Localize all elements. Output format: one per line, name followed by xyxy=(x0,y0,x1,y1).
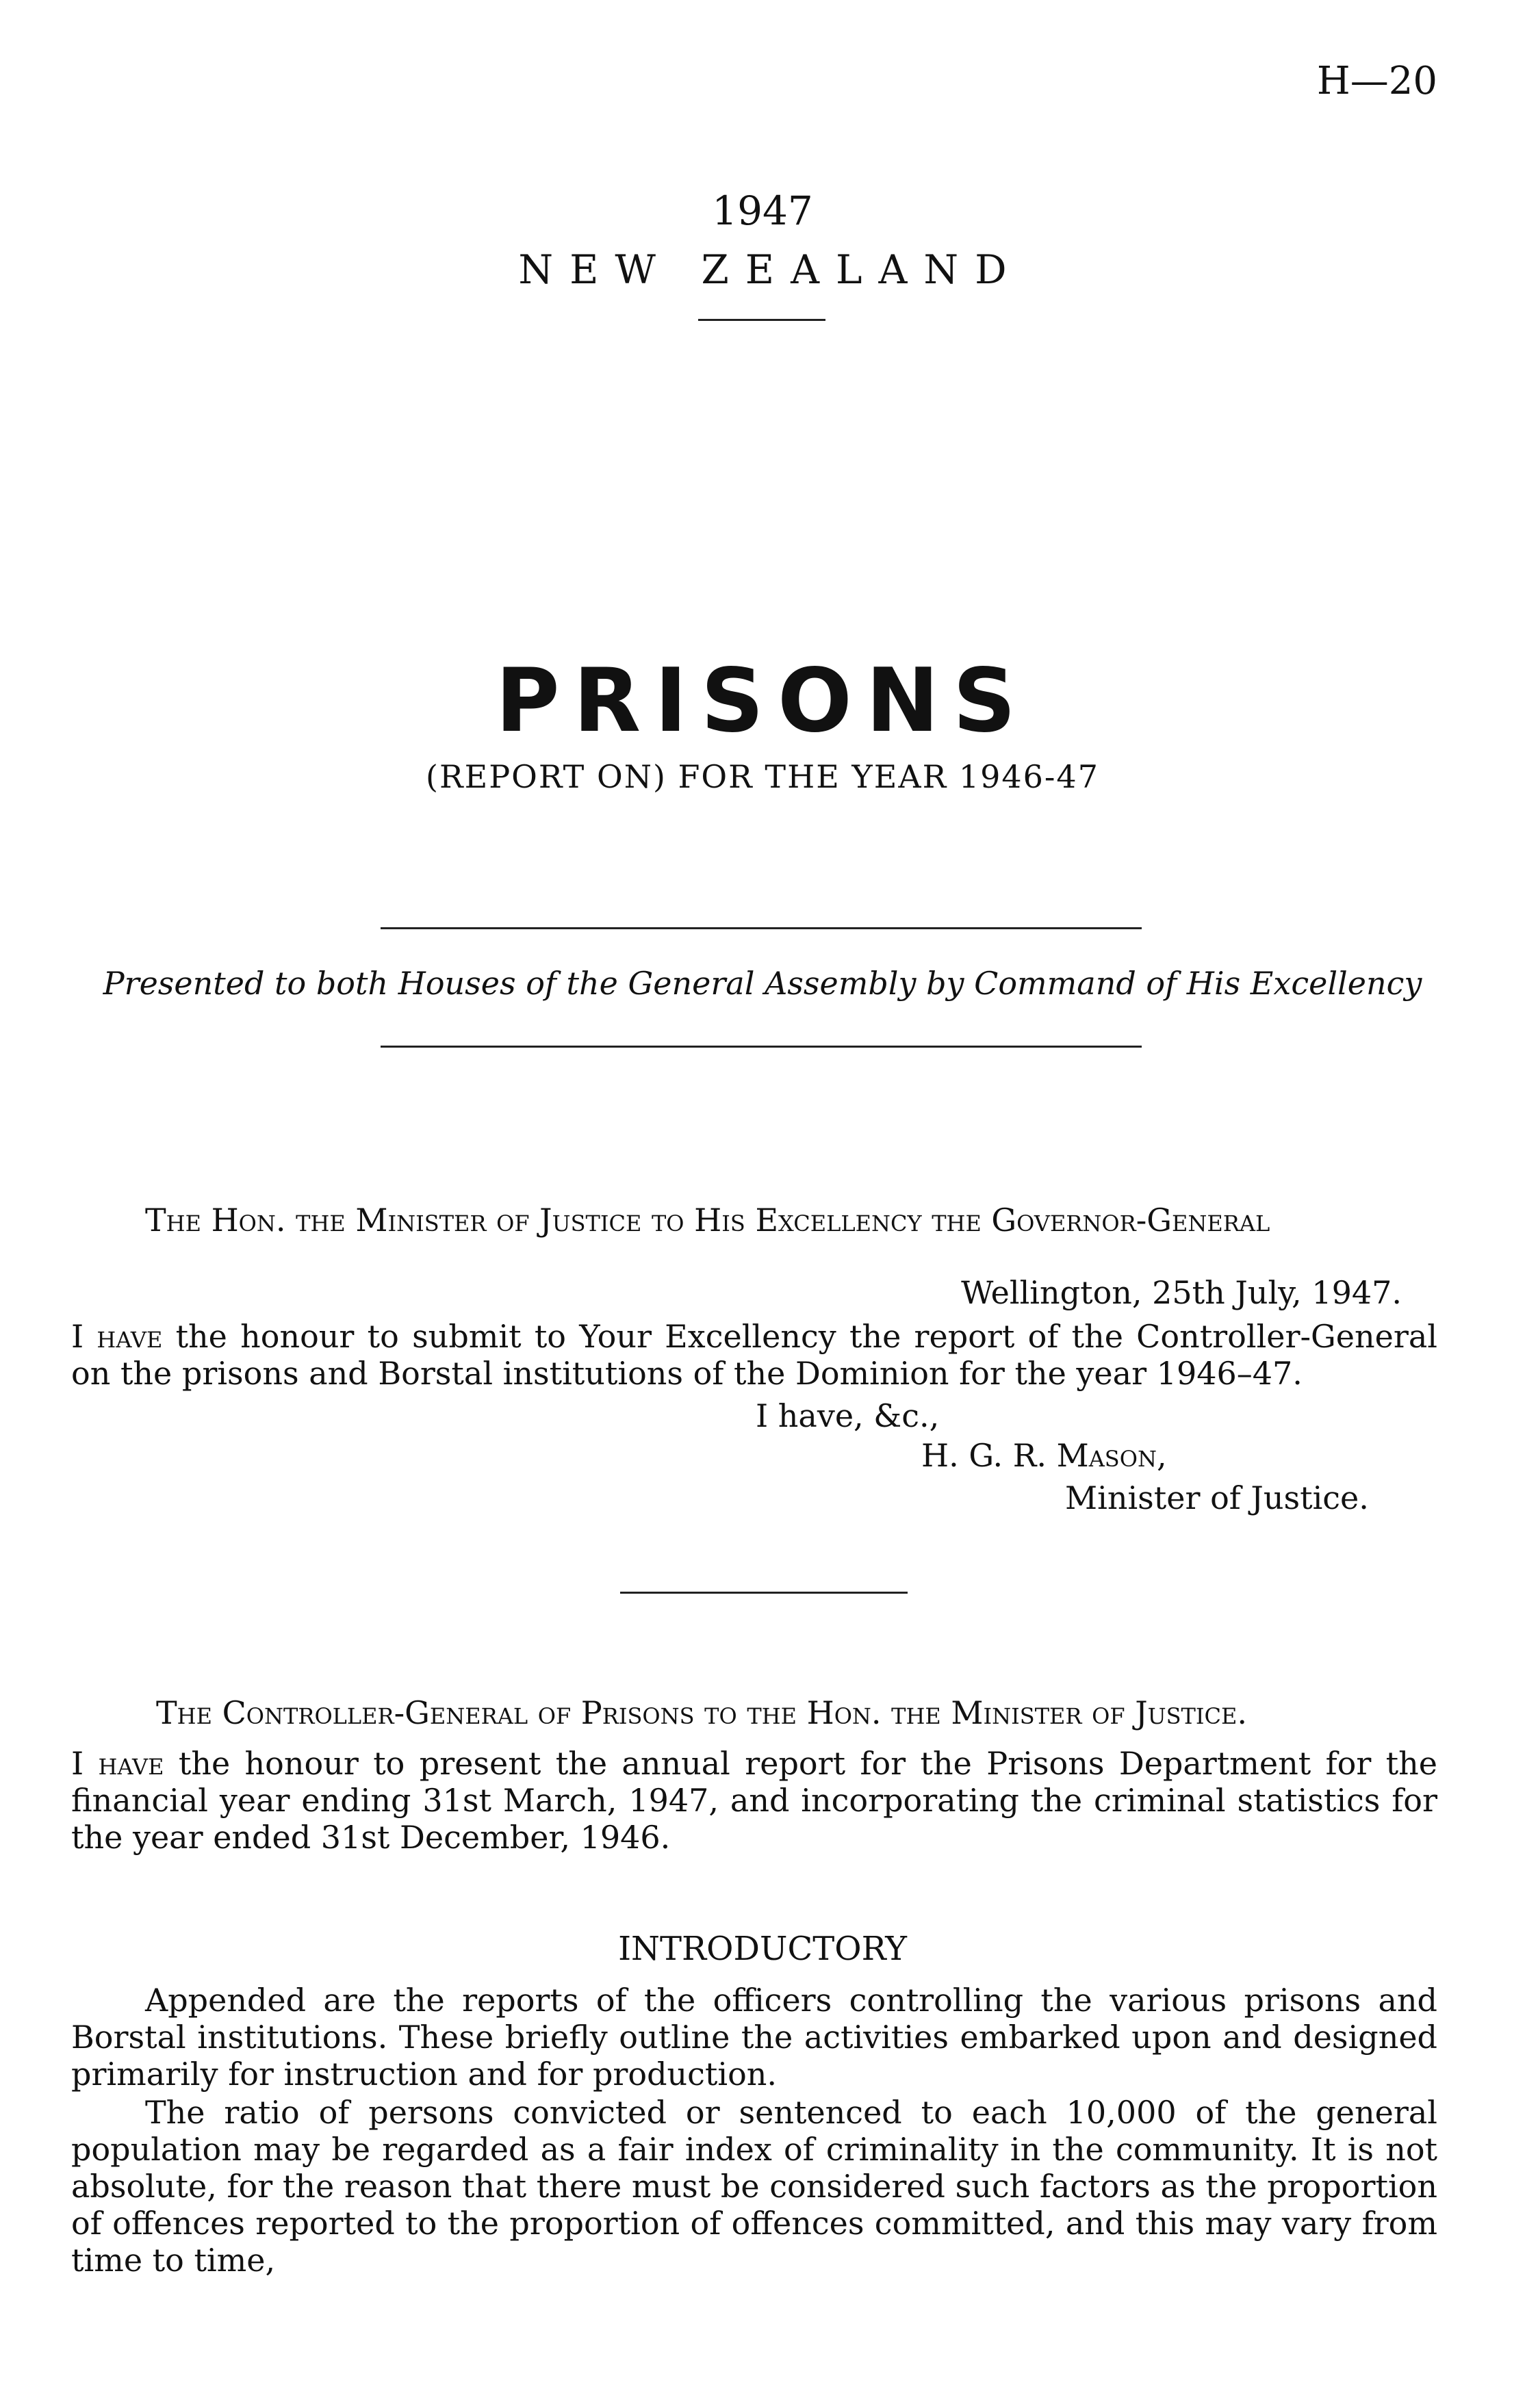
letter1-body-text: the honour to submit to Your Excellency the report of the Controller-General on the prisons and Borstal institutions of the Dominion for the year 1946–47. xyxy=(71,1318,1437,1392)
section-paragraph-2: The ratio of persons convicted or sentenced to each 10,000 of the general population may be regarded as a fair index of criminality in the community. It is not absolute, for the reason that there must be considered such factors as the proportion of offences reported to the proportion of offences committed, and this may vary from time to time, xyxy=(71,2094,1437,2279)
presented-line: Presented to both Houses of the General Assembly by Command of His Excellency xyxy=(103,965,1422,1002)
divider-rule xyxy=(381,927,1142,929)
page-reference: H—20 xyxy=(1316,59,1437,103)
letter1-date: Wellington, 25th July, 1947. xyxy=(961,1274,1402,1311)
divider-rule xyxy=(698,319,825,321)
document-title: PRISONS xyxy=(495,650,1030,752)
letter1-address-line: The Hon. the Minister of Justice to His Excellency the Governor-General xyxy=(145,1202,1270,1239)
section-heading: INTRODUCTORY xyxy=(618,1930,907,1968)
country: NEW ZEALAND xyxy=(518,246,1023,293)
letter2-address-line: The Controller-General of Prisons to the Hon. the Minister of Justice. xyxy=(156,1694,1247,1731)
section-paragraph-1: Appended are the reports of the officers controlling the various prisons and Borstal institutions. These briefly outline the activities embarked upon and designed primarily for instruction and for production. xyxy=(71,1982,1437,2093)
year: 1947 xyxy=(712,187,813,234)
letter1-closing: I have, &c., xyxy=(756,1397,940,1434)
letter2-body-text: the honour to present the annual report for the Prisons Department for the financial year ending 31st March, 1947, and incorporating the criminal statistics for the year ended 31st December, 1946. xyxy=(71,1745,1438,1856)
letter2-body xyxy=(71,1745,1437,1856)
letter1-signature: H. G. R. Mason, xyxy=(921,1437,1167,1474)
letter1-body xyxy=(71,1318,1437,1392)
divider-rule xyxy=(620,1592,908,1594)
letter1-body-lead: I have xyxy=(71,1318,163,1355)
document-subtitle: (REPORT ON) FOR THE YEAR 1946-47 xyxy=(426,758,1099,795)
divider-rule xyxy=(381,1046,1142,1048)
letter1-signature-title: Minister of Justice. xyxy=(1065,1479,1369,1516)
letter2-body-lead: I have xyxy=(71,1745,164,1782)
